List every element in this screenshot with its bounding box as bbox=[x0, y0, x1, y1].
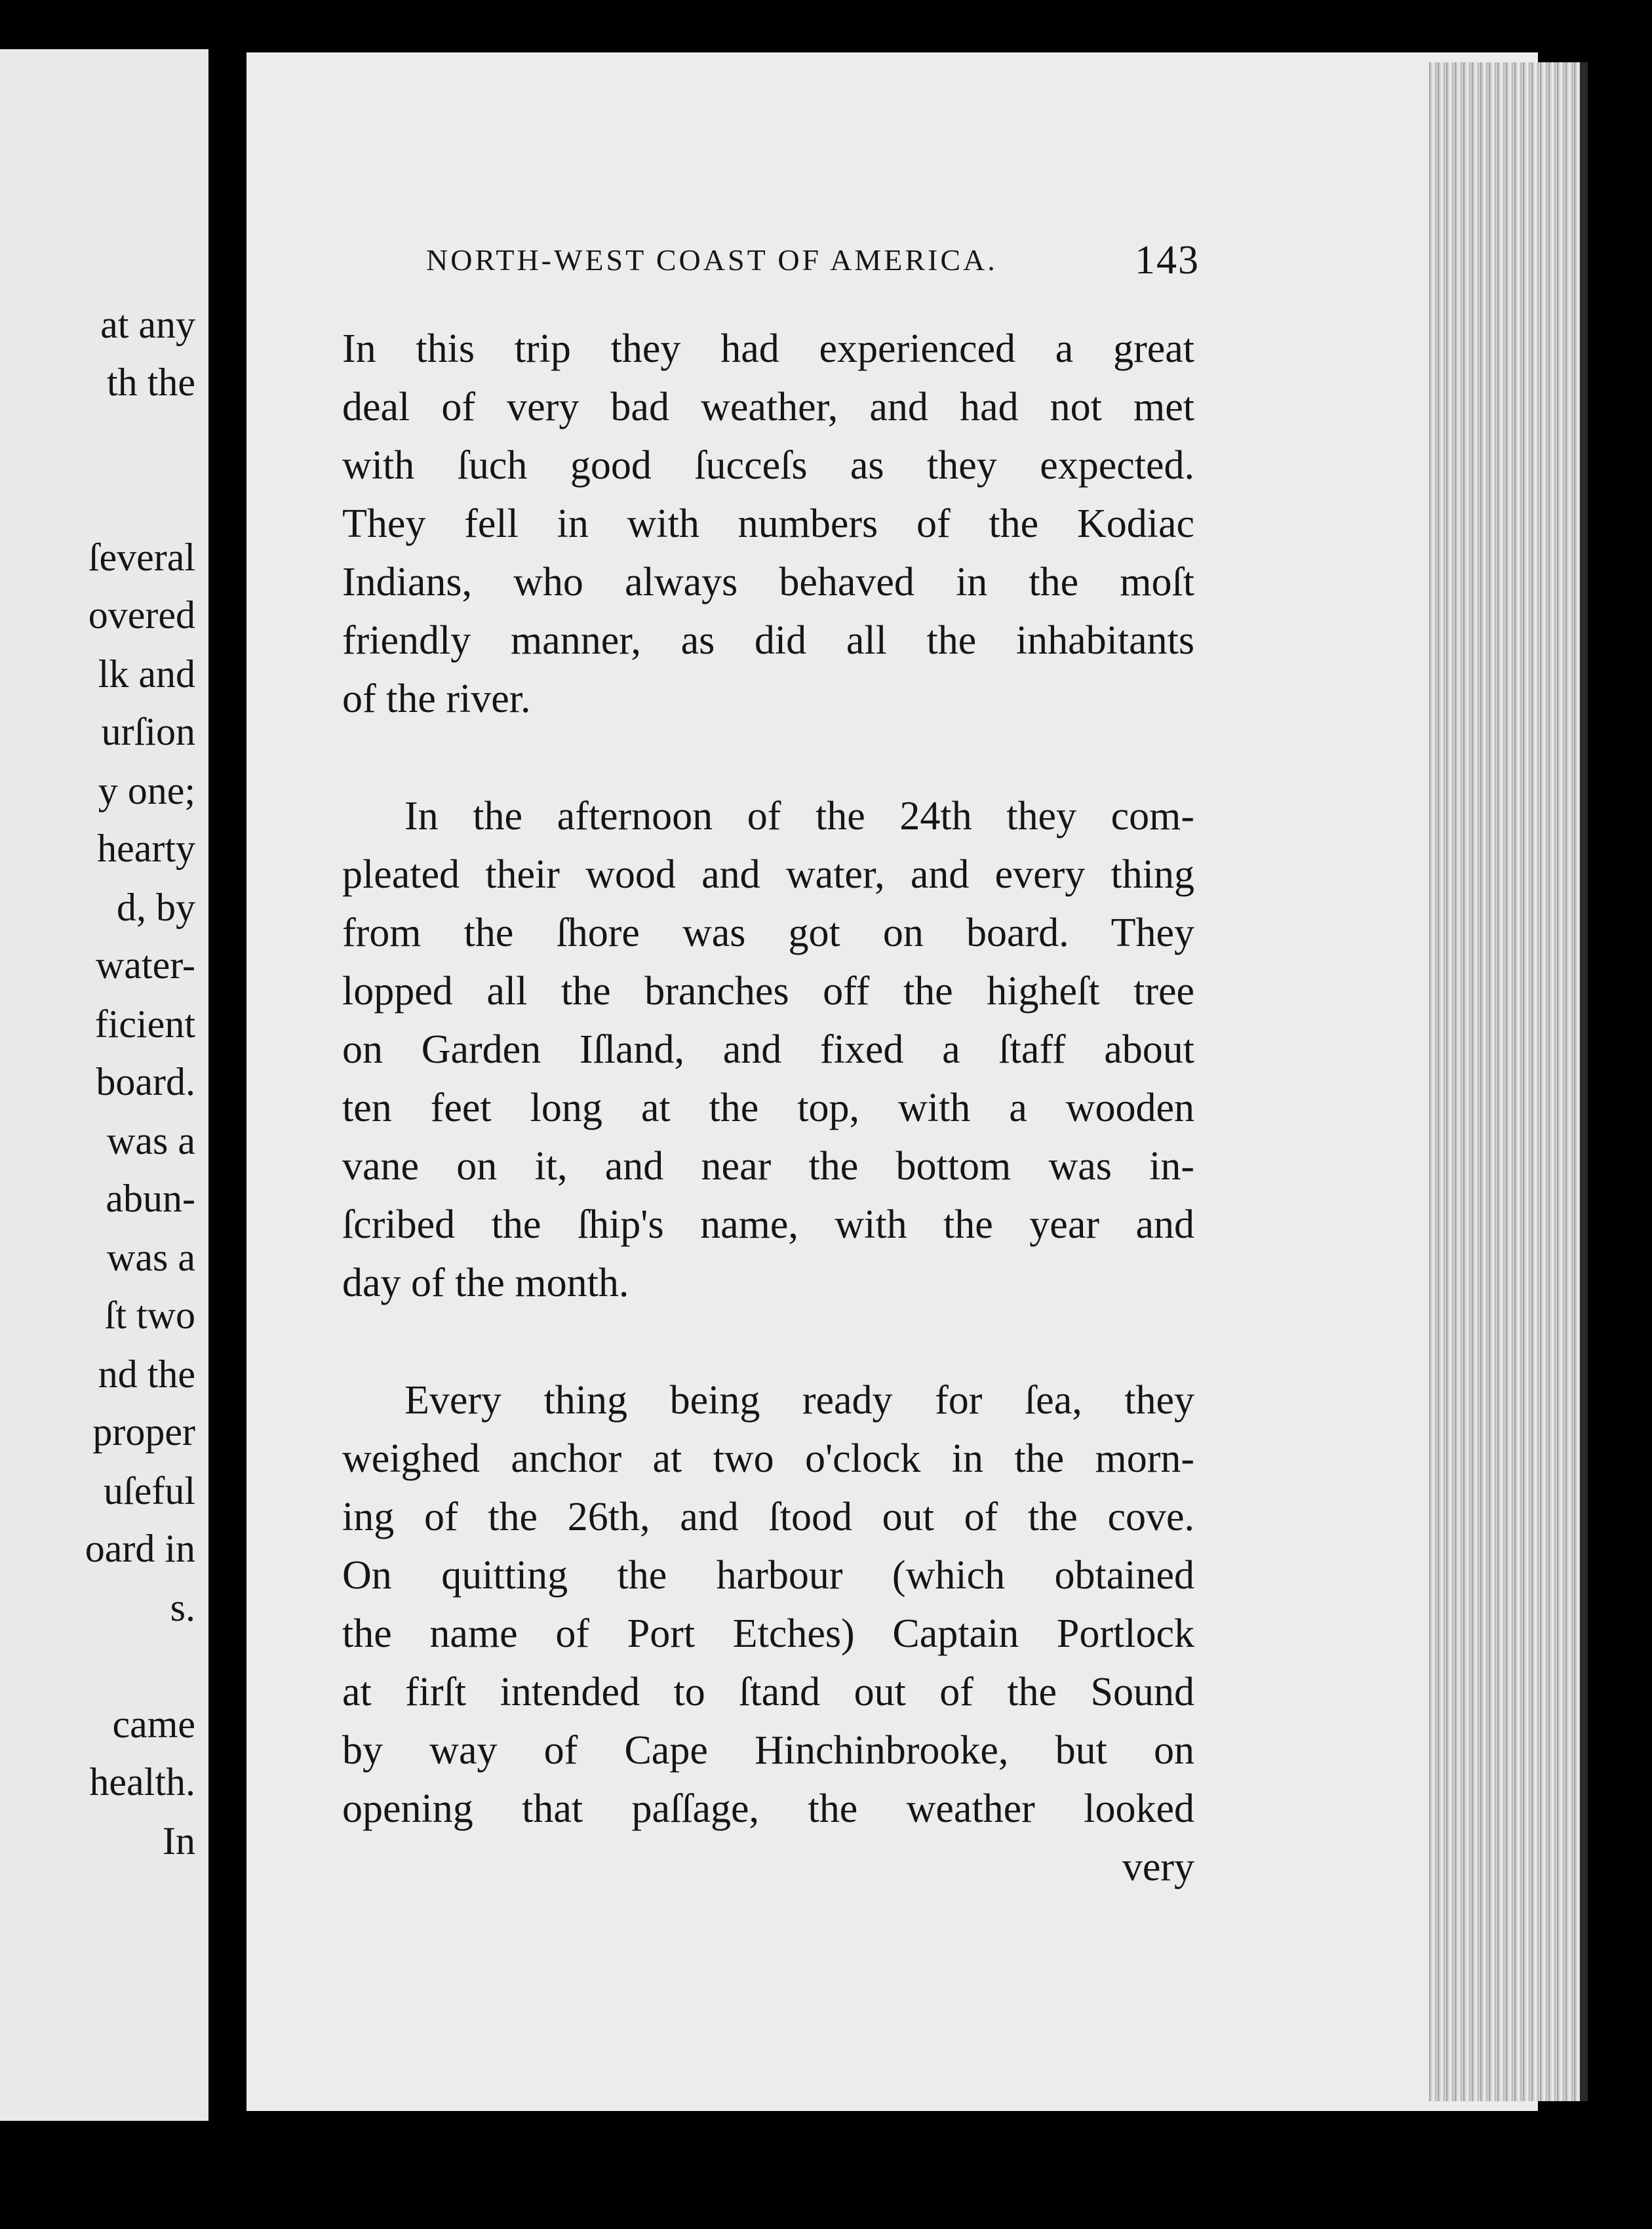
body-text bbox=[342, 320, 1194, 1897]
text-line: Every thing being ready for ſea, they bbox=[404, 1378, 1194, 1423]
facing-page-line: was a bbox=[107, 1236, 195, 1279]
running-title: NORTH-WEST COAST OF AMERICA. bbox=[426, 243, 998, 277]
text-line: In the afternoon of the 24th they com- bbox=[404, 794, 1194, 838]
facing-page-line: oard in bbox=[85, 1527, 195, 1570]
facing-page-line: urſion bbox=[101, 710, 195, 753]
text-line: at firſt intended to ſtand out of the Sound bbox=[342, 1670, 1194, 1714]
paragraph bbox=[342, 320, 1194, 728]
facing-page-line: y one; bbox=[98, 769, 195, 812]
text-line: of the river. bbox=[342, 677, 531, 721]
facing-page-line: th the bbox=[107, 361, 195, 404]
facing-page-line: d, by bbox=[117, 886, 195, 929]
text-line: ten feet long at the top, with a wooden bbox=[342, 1086, 1194, 1130]
facing-page-line: proper bbox=[92, 1410, 195, 1453]
text-line: with ſuch good ſucceſs as they expected. bbox=[342, 443, 1194, 488]
text-line: In this trip they had experienced a great bbox=[342, 326, 1194, 371]
facing-page-line: hearty bbox=[97, 827, 195, 870]
text-line: by way of Cape Hinchinbrooke, but on bbox=[342, 1728, 1194, 1773]
page-edge-shadow bbox=[1580, 62, 1588, 2101]
page-number: 143 bbox=[1135, 238, 1200, 283]
text-line: pleated their wood and water, and every thing bbox=[342, 852, 1194, 897]
text-line: Indians, who always behaved in the moſt bbox=[342, 560, 1194, 604]
paragraph bbox=[342, 1371, 1194, 1838]
text-line: lopped all the branches off the higheſt tree bbox=[342, 969, 1194, 1014]
text-line: deal of very bad weather, and had not met bbox=[342, 385, 1194, 429]
text-line: friendly manner, as did all the inhabitants bbox=[342, 618, 1194, 663]
facing-page-line: abun- bbox=[106, 1177, 195, 1220]
facing-page-line: s. bbox=[170, 1586, 195, 1629]
text-line: on Garden Iſland, and fixed a ſtaff about bbox=[342, 1027, 1194, 1072]
text-line: day of the month. bbox=[342, 1261, 629, 1305]
text-line: vane on it, and near the bottom was in- bbox=[342, 1144, 1194, 1189]
text-line: the name of Port Etches) Captain Portlock bbox=[342, 1611, 1194, 1656]
book-gutter bbox=[208, 49, 246, 2121]
facing-page-line: overed bbox=[88, 593, 195, 637]
facing-page-line: lk and bbox=[98, 652, 195, 696]
facing-page-line: ſt two bbox=[104, 1293, 195, 1337]
paragraph bbox=[342, 787, 1194, 1312]
text-line: from the ſhore was got on board. They bbox=[342, 911, 1194, 955]
facing-page-line: was a bbox=[107, 1119, 195, 1162]
facing-page-line: board. bbox=[96, 1060, 195, 1103]
facing-page-line: ficient bbox=[94, 1002, 195, 1046]
text-line: ing of the 26th, and ſtood out of the cove. bbox=[342, 1495, 1194, 1539]
page-edges bbox=[1429, 62, 1580, 2101]
text-line: weighed anchor at two o'clock in the morn- bbox=[342, 1436, 1194, 1481]
text-line: opening that paſſage, the weather looked bbox=[342, 1786, 1194, 1831]
facing-page-line: health. bbox=[89, 1760, 195, 1804]
running-head bbox=[426, 237, 1200, 283]
facing-page-line: In bbox=[163, 1819, 195, 1863]
facing-page-line: uſeful bbox=[104, 1469, 195, 1512]
text-line: They fell in with numbers of the Kodiac bbox=[342, 502, 1194, 546]
facing-page-line: water- bbox=[95, 943, 195, 987]
text-line: ſcribed the ſhip's name, with the year and bbox=[342, 1202, 1194, 1247]
facing-page-line: nd the bbox=[98, 1352, 195, 1396]
facing-page-line: came bbox=[112, 1703, 195, 1746]
facing-page-line: ſeveral bbox=[88, 536, 195, 579]
facing-page bbox=[0, 49, 208, 2121]
facing-page-line: at any bbox=[100, 303, 195, 346]
catchword: very bbox=[1122, 1845, 1194, 1889]
text-line: On quitting the harbour (which obtained bbox=[342, 1553, 1194, 1598]
